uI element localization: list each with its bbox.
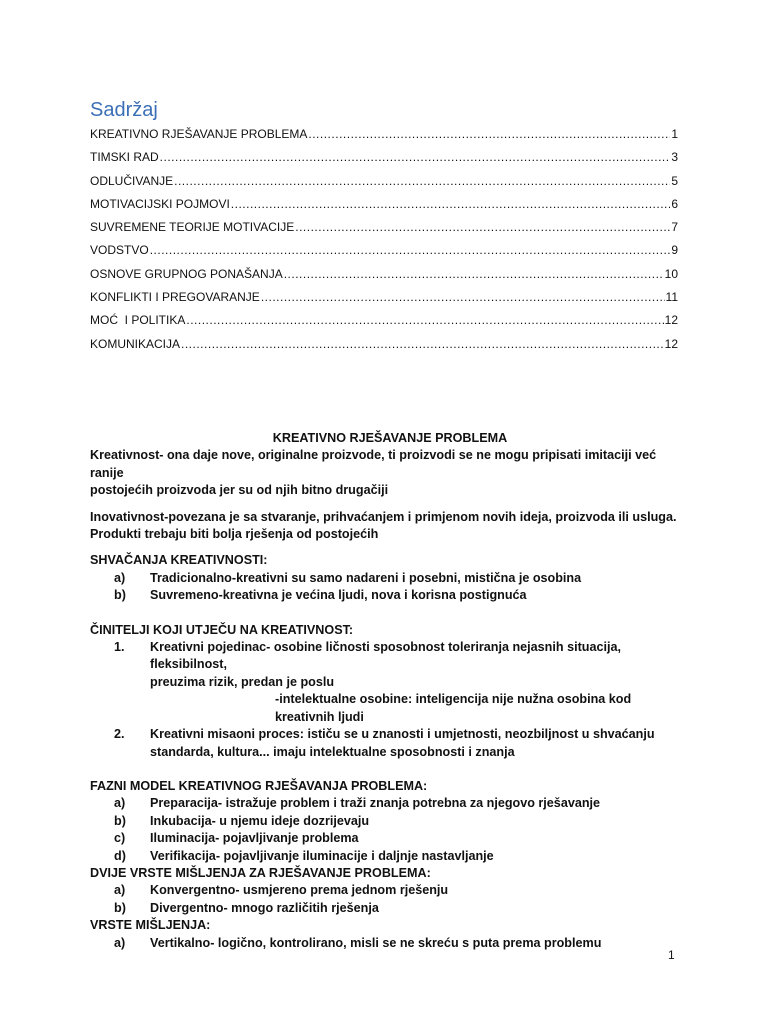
list-marker: b) — [114, 900, 126, 915]
list-item — [90, 795, 690, 812]
paragraph-line: Kreativnost- ona daje nove, originalne proizvode, ti proizvodi se ne mogu pripisati imitaciji već ranije — [90, 448, 657, 480]
toc-entry-page: 12 — [664, 336, 678, 351]
toc-entry-page: 1 — [671, 127, 678, 141]
paragraph-line: postojećih proizvoda jer su od njih bitno drugačiji — [90, 483, 389, 498]
toc-dot-leader — [186, 313, 663, 327]
list-marker: a) — [114, 796, 126, 811]
list-marker: b) — [114, 813, 126, 828]
toc-entry-label: MOĆ I POLITIKA — [90, 313, 186, 328]
list-text: Divergentno- mnogo različitih rješenja — [150, 900, 379, 915]
sub-item-line: kreativnih ljudi — [275, 709, 364, 724]
toc-entry-label: KONFLIKTI I PREGOVARANJE — [90, 290, 260, 305]
sub-item-intelektualne — [275, 691, 690, 726]
list-marker: c) — [114, 831, 126, 846]
list-text: Kreativni misaoni proces: ističu se u znanosti i umjetnosti, neozbiljnost u shvaćanju — [150, 727, 655, 742]
list-marker: d) — [114, 848, 126, 863]
list-text: Inkubacija- u njemu ideje dozrijevaju — [150, 813, 370, 828]
toc-entry-label: ODLUČIVANJE — [90, 173, 174, 188]
list-text: Kreativni pojedinac- osobine ličnosti sposobnost toleriranja nejasnih situacija, fleksibilnost, — [150, 640, 621, 672]
toc-entry-label: OSNOVE GRUPNOG PONAŠANJA — [90, 266, 283, 281]
toc-entry-page: 6 — [671, 196, 678, 211]
toc-entry[interactable] — [90, 127, 678, 150]
toc-dot-leader — [295, 220, 670, 234]
toc-dot-leader — [181, 337, 664, 351]
toc-entry-page: 12 — [664, 313, 678, 328]
list-item — [90, 813, 690, 830]
heading-fazni-model: FAZNI MODEL KREATIVNOG RJEŠAVANJA PROBLEMA: — [90, 778, 428, 793]
toc-entry-label: SUVREMENE TEORIJE MOTIVACIJE — [90, 220, 295, 235]
list-marker: a) — [114, 935, 126, 950]
paragraph-line: Produkti trebaju biti bolja rješenja od postojećih — [90, 527, 379, 542]
list-vrste-misljenja — [90, 935, 690, 952]
list-text: preuzima rizik, predan je poslu — [150, 674, 335, 689]
list-fazni-model — [90, 795, 690, 865]
toc-title: Sadržaj — [90, 99, 158, 121]
section-title: KREATIVNO RJEŠAVANJE PROBLEMA — [272, 431, 508, 445]
toc-dot-leader — [231, 197, 671, 211]
list-text: Iluminacija- pojavljivanje problema — [150, 831, 359, 846]
list-text: Konvergentno- usmjereno prema jednom rješenju — [150, 883, 449, 898]
list-text: Tradicionalno-kreativni su samo nadareni i posebni, mistična je osobina — [150, 570, 582, 585]
toc-entry-page: 3 — [671, 150, 678, 165]
list-item — [90, 935, 690, 952]
list-item — [90, 587, 690, 604]
toc-dot-leader — [160, 150, 671, 164]
toc-entry[interactable] — [90, 313, 678, 336]
list-marker: 2. — [114, 727, 125, 742]
heading-cinitelji: ČINITELJI KOJI UTJEČU NA KREATIVNOST: — [90, 622, 354, 637]
toc-dot-leader — [308, 127, 670, 141]
toc-entry-page: 5 — [671, 173, 678, 188]
document-body — [90, 430, 690, 952]
sub-item-line: -intelektualne osobine: inteligencija nije nužna osobina kod — [275, 692, 632, 707]
list-text: standarda, kultura... imaju intelektualne sposobnosti i znanja — [150, 744, 515, 759]
toc-entry-label: VODSTVO — [90, 243, 149, 258]
list-cinitelji — [90, 639, 690, 691]
toc-entry[interactable] — [90, 150, 678, 173]
toc-dot-leader — [150, 243, 671, 257]
toc-dot-leader — [284, 267, 664, 281]
list-cinitelji-2 — [90, 726, 690, 761]
list-text: Vertikalno- logično, kontrolirano, misli se ne skreću s puta prema problemu — [150, 935, 602, 950]
toc-entry-page: 11 — [665, 290, 678, 305]
list-item — [90, 900, 690, 917]
table-of-contents — [90, 127, 678, 360]
list-item — [90, 882, 690, 899]
toc-entry[interactable] — [90, 197, 678, 220]
list-item — [90, 570, 690, 587]
toc-entry-label: MOTIVACIJSKI POJMOVI — [90, 196, 230, 211]
list-marker: a) — [114, 570, 126, 585]
heading-vrste-misljenja: VRSTE MIŠLJENJA: — [90, 918, 211, 933]
list-item — [90, 726, 690, 761]
list-marker: b) — [114, 588, 126, 603]
toc-entry-page: 9 — [671, 243, 678, 258]
toc-entry[interactable] — [90, 337, 678, 360]
toc-entry-page: 10 — [664, 266, 678, 281]
list-shvacanja — [90, 570, 690, 605]
list-dvije-vrste — [90, 882, 690, 917]
toc-dot-leader — [261, 290, 665, 304]
paragraph-line: Inovativnost-povezana je sa stvaranje, prihvaćanjem i primjenom novih ideja, proizvoda ili usluga. — [90, 509, 677, 524]
toc-entry[interactable] — [90, 220, 678, 243]
paragraph-inovativnost — [90, 509, 690, 544]
toc-entry-label: KOMUNIKACIJA — [90, 336, 181, 351]
toc-entry[interactable] — [90, 243, 678, 266]
toc-entry-page: 7 — [671, 220, 678, 235]
toc-dot-leader — [174, 174, 670, 188]
list-marker: a) — [114, 883, 126, 898]
heading-shvacanja: SHVAČANJA KREATIVNOSTI: — [90, 553, 268, 568]
list-text: Verifikacija- pojavljivanje iluminacije i daljnje nastavljanje — [150, 848, 494, 863]
toc-entry[interactable] — [90, 267, 678, 290]
paragraph-kreativnost — [90, 447, 690, 499]
page-number: 1 — [668, 948, 675, 962]
list-item — [90, 848, 690, 865]
list-item — [90, 639, 690, 691]
toc-entry[interactable] — [90, 290, 678, 313]
list-text: Suvremeno-kreativna je većina ljudi, nova i korisna postignuća — [150, 588, 527, 603]
list-item — [90, 830, 690, 847]
list-text: Preparacija- istražuje problem i traži znanja potrebna za njegovo rješavanje — [150, 796, 601, 811]
toc-entry-label: TIMSKI RAD — [90, 150, 159, 165]
heading-dvije-vrste: DVIJE VRSTE MIŠLJENJA ZA RJEŠAVANJE PROBLEMA: — [90, 865, 431, 880]
list-marker: 1. — [114, 640, 125, 655]
toc-entry-label: KREATIVNO RJEŠAVANJE PROBLEMA — [90, 127, 308, 141]
toc-entry[interactable] — [90, 174, 678, 197]
